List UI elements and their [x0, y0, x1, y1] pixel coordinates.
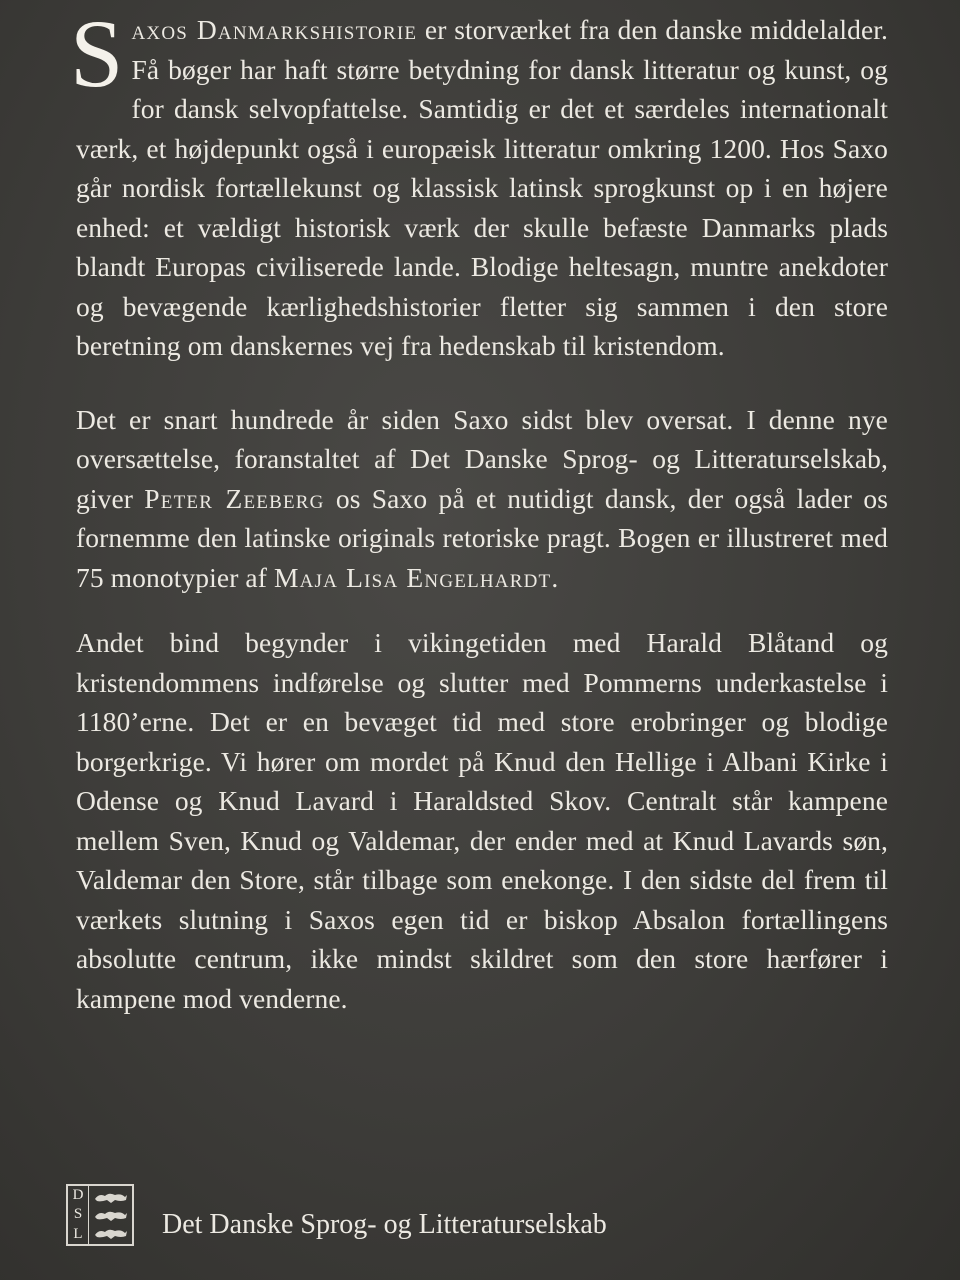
book-title: axos Danmarkshistorie [131, 14, 418, 45]
intro-paragraph [70, 0, 889, 366]
lion-icon [93, 1208, 129, 1222]
translation-text-c: . [551, 561, 559, 593]
lion-icon [93, 1226, 129, 1240]
logo-letter-s: S [73, 1206, 83, 1223]
dsl-logo [66, 1184, 134, 1246]
translation-text-a: Det er snart hundrede år siden Saxo sidst blev oversat. I denne nye oversættelse, foranstaltet af Det Danske Sprog- og Litteraturselskab, giver [76, 403, 888, 514]
logo-letter-l: L [73, 1225, 83, 1242]
translation-text-b: os Saxo på et nutidigt dansk, der også lader os fornemme den latinske originals retoriske pragt. Bogen er illustreret med 75 monotypier af [76, 482, 888, 593]
back-cover-text [70, 0, 889, 1044]
logo-letters [68, 1186, 89, 1244]
logo-letter-d: D [72, 1187, 84, 1204]
publisher-name: Det Danske Sprog- og Litteraturselskab [162, 1209, 607, 1240]
drop-cap: S [70, 0, 124, 107]
translator-name: Peter Zeeberg [144, 482, 325, 514]
translation-paragraph [76, 400, 888, 598]
volume-summary-text: Andet bind begynder i vikingetiden med Harald Blåtand og kristendommens indførelse og slutter med Pommerns underkastelse i 1180’erne. Det er en bevæget tid med store erobringer og blodige borgerkrige. Vi hører om mordet på Knud den Hellige i Albani Kirke i Odense og Knud Lavard i Haraldsted Skov. Centralt står kampene mellem Sven, Knud og Valdemar, der ender med at Knud Lavards søn, Valdemar den Store, står tilbage som enekonge. I den sidste del frem til værkets slutning i Saxos egen tid er biskop Absalon fortællingens absolutte centrum, ikke mindst skildret som den store hærfører i kampene mod venderne. [76, 627, 888, 1014]
intro-text: er storværket fra den danske middelalder. Få bøger har haft større betydning for dansk litteratur og kunst, og for dansk selvopfattelse. Samtidig er det et særdeles internationalt værk, et højdepunkt også i europæisk litteratur omkring 1200. Hos Saxo går nordisk fortællekunst og klassisk latinsk sprogkunst op i en højere enhed: et vældigt historisk værk der skulle befæste Danmarks plads blandt Europas civiliserede lande. Blodige heltesagn, muntre anekdoter og bevægende kærlighedshistorier fletter sig sammen i den store beretning om danskernes vej fra hedenskab til kristendom. [76, 14, 889, 361]
lion-icon [93, 1190, 129, 1204]
volume-summary-paragraph [76, 623, 888, 1018]
illustrator-name: Maja Lisa Engelhardt [273, 561, 552, 593]
publisher-footer [66, 1182, 607, 1246]
three-lions-icon [89, 1186, 132, 1244]
